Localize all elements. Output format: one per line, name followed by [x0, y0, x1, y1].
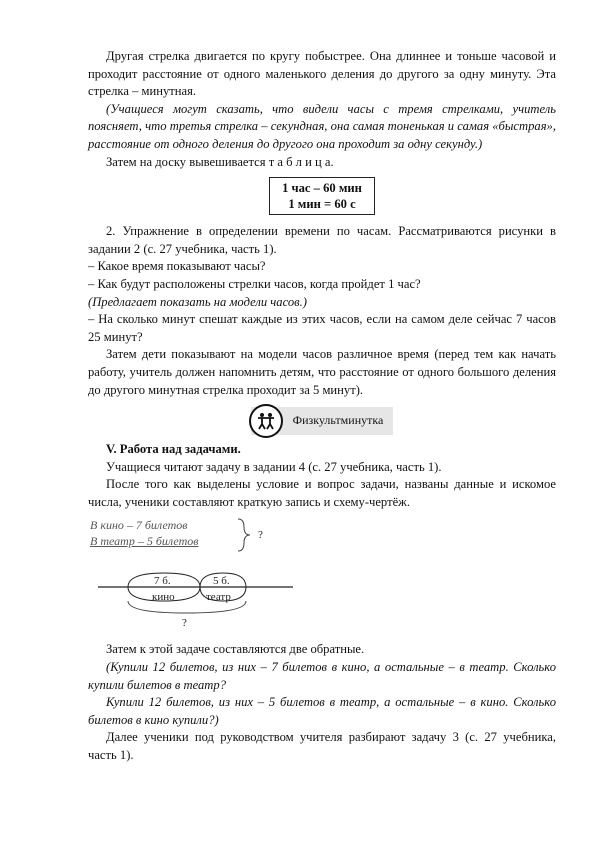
- paragraph-minute-hand: Другая стрелка двигается по кругу побыстрее. Она длиннее и тоньше часовой и проходит расстояние от одного маленького деления до другого за одну минуту. Эта стрелка – минутная.: [88, 49, 556, 99]
- paragraph-short-record: После того как выделены условие и вопрос задачи, названы данные и искомое числа, ученики составляют краткую запись и схему-чертёж.: [88, 477, 556, 509]
- paragraph-exercise-2: 2. Упражнение в определении времени по часам. Рассматриваются рисунки в задании 2 (с. 27 учебника, часть 1).: [88, 224, 556, 256]
- fizminutka-box: [251, 407, 394, 435]
- record-line-cinema: В кино – 7 билетов: [90, 518, 188, 533]
- paragraph-table-intro: Затем на доску вывешивается т а б л и ц а.: [106, 154, 334, 169]
- paragraph-read-task: Учащиеся читают задачу в задании 4 (с. 27 учебника, часть 1).: [106, 459, 442, 474]
- document-page: [88, 48, 556, 765]
- paragraph-inverse-tasks: Затем к этой задаче составляются две обратные.: [106, 642, 365, 657]
- paragraph-model-clock: Затем дети показывают на модели часов различное время (перед тем как начать работу, учитель должен напомнить детям, что расстояние от одного большого деления до другого минутная стрелка проходит за 5 минут).: [88, 347, 556, 397]
- segment-label-cinema: кино: [152, 591, 175, 604]
- question-minutes-fast: – На сколько минут спешат каждые из этих часов, если на самом деле сейчас 7 часов 25 минут?: [88, 312, 556, 344]
- table-row-hour: 1 час – 60 мин: [282, 181, 362, 196]
- exercising-people-icon: [249, 404, 283, 438]
- table-row-minute: 1 мин = 60 с: [288, 197, 356, 212]
- question-mark-bottom: ?: [182, 617, 187, 630]
- segment-label-5: 5 б.: [213, 575, 230, 588]
- question-mark-top: ?: [258, 529, 263, 542]
- inverse-task-1: (Купили 12 билетов, из них – 7 билетов в кино, а остальные – в театр. Сколько купили билетов в театр?: [88, 660, 556, 692]
- record-line-theatre: В театр – 5 билетов: [90, 534, 199, 549]
- task-diagram: [88, 513, 556, 635]
- inverse-task-2: Купили 12 билетов, из них – 5 билетов в театр, а остальные – в кино. Сколько билетов в кино купили?): [88, 695, 556, 727]
- question-hands-after-hour: – Как будут расположены стрелки часов, когда пройдет 1 час?: [88, 276, 421, 291]
- summary-brace: [238, 519, 250, 551]
- segment-label-theatre: театр: [206, 591, 231, 604]
- fizminutka-label: Физкультминутка: [292, 413, 384, 428]
- time-units-table: [269, 177, 375, 215]
- paragraph-task-3: Далее ученики под руководством учителя разбирают задачу 3 (с. 27 учебника, часть 1).: [88, 730, 556, 763]
- question-what-time: – Какое время показывают часы?: [88, 259, 266, 274]
- paragraph-second-hand-note: (Учащиеся могут сказать, что видели часы с тремя стрелками, учитель поясняет, что третья стрелка – секундная, она самая тоненькая и самая «быстрая», расстояние от одного деления до другого она проходит за одну секунду.): [88, 101, 556, 151]
- note-show-on-model: (Предлагает показать на модели часов.): [88, 294, 307, 309]
- section-heading-tasks: V. Работа над задачами.: [106, 442, 241, 457]
- segment-label-7: 7 б.: [154, 575, 171, 588]
- fizminutka-banner: [88, 407, 556, 435]
